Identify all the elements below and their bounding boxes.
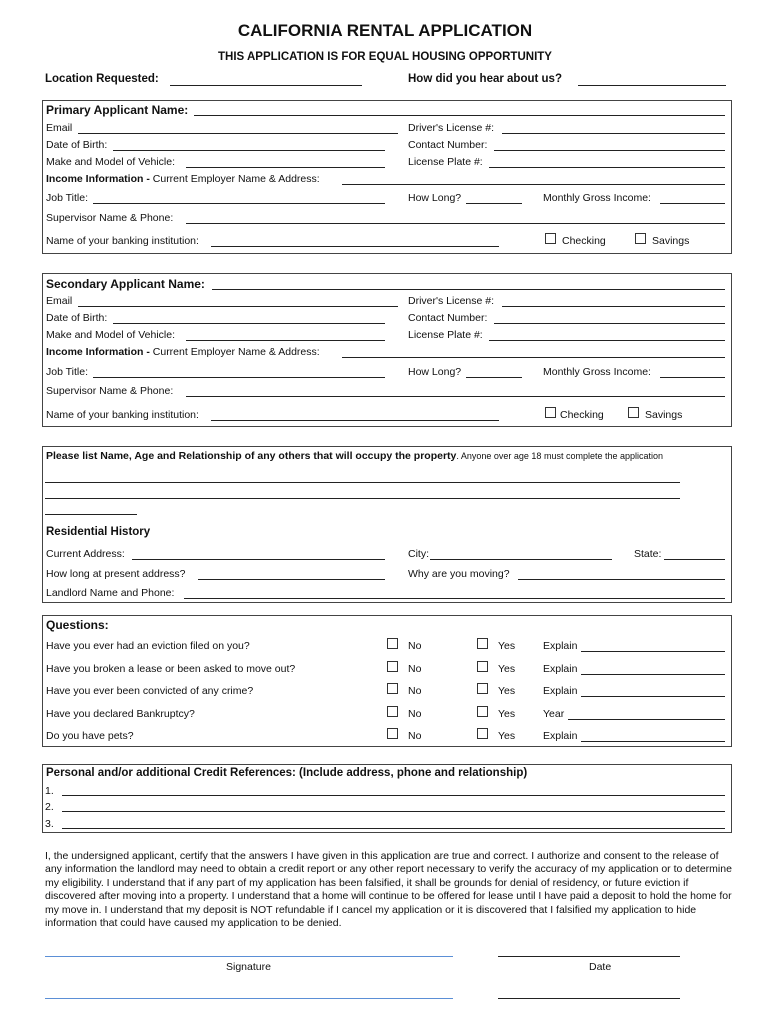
secondary-email-input[interactable] [78,306,398,307]
secondary-license-label: Driver's License #: [408,295,495,307]
crime-explain-label: Explain [543,685,578,697]
secondary-dob-input[interactable] [113,323,385,324]
secondary-supervisor-input[interactable] [186,396,725,397]
primary-bank-input[interactable] [211,246,499,247]
primary-supervisor-input[interactable] [186,223,725,224]
hear-input[interactable] [578,85,726,86]
occupant-line-2[interactable] [45,498,680,499]
pets-explain-label: Explain [543,730,578,742]
bankruptcy-yes-checkbox[interactable] [477,706,488,717]
reference-input-3[interactable] [62,828,725,829]
hear-label: How did you hear about us? [408,73,562,85]
secondary-dob-label: Date of Birth: [46,312,108,324]
occupants-heading [46,450,663,462]
secondary-vehicle-label: Make and Model of Vehicle: [46,329,175,341]
eviction-explain-label: Explain [543,640,578,652]
date-line[interactable] [498,956,680,957]
secondary-monthly-label: Monthly Gross Income: [543,366,651,378]
primary-income-label [46,173,320,185]
yes-label: Yes [498,663,516,675]
primary-contact-label: Contact Number: [408,139,488,151]
city-input[interactable] [430,559,612,560]
primary-license-input[interactable] [502,133,725,134]
secondary-name-input[interactable] [212,289,725,290]
why-moving-label: Why are you moving? [408,568,510,580]
date-line-2[interactable] [498,998,680,999]
primary-employer-input[interactable] [342,184,725,185]
primary-vehicle-label: Make and Model of Vehicle: [46,156,175,168]
yes-label: Yes [498,730,516,742]
primary-plate-label: License Plate #: [408,156,483,168]
income-info-rest: Current Employer Name & Address: [152,173,320,185]
primary-monthly-label: Monthly Gross Income: [543,192,651,204]
bankruptcy-year-label: Year [543,708,565,720]
landlord-label: Landlord Name and Phone: [46,587,175,599]
lease-yes-checkbox[interactable] [477,661,488,672]
reference-input-2[interactable] [62,811,725,812]
no-label: No [408,640,422,652]
no-label: No [408,708,422,720]
secondary-plate-label: License Plate #: [408,329,483,341]
secondary-email-label: Email [46,295,73,307]
present-address-duration-label: How long at present address? [46,568,186,580]
page-title: CALIFORNIA RENTAL APPLICATION [237,21,533,40]
yes-label: Yes [498,708,516,720]
yes-label: Yes [498,640,516,652]
secondary-plate-input[interactable] [489,340,725,341]
crime-no-checkbox[interactable] [387,683,398,694]
secondary-vehicle-input[interactable] [186,340,385,341]
secondary-job-input[interactable] [93,377,385,378]
secondary-savings-label: Savings [645,409,683,421]
signature-label: Signature [226,961,271,973]
secondary-howlong-label: How Long? [408,366,462,378]
question-bankruptcy: Have you declared Bankruptcy? [46,708,195,720]
lease-explain-label: Explain [543,663,578,675]
occupants-note: . Anyone over age 18 must complete the application [456,451,664,461]
reference-number-1: 1. [45,785,54,797]
secondary-bank-label: Name of your banking institution: [46,409,199,421]
primary-license-label: Driver's License #: [408,122,495,134]
occupant-line-1[interactable] [45,482,680,483]
question-eviction: Have you ever had an eviction filed on you? [46,640,250,652]
eviction-no-checkbox[interactable] [387,638,398,649]
lease-explain-input[interactable] [581,674,725,675]
secondary-checking-label: Checking [560,409,604,421]
primary-checking-label: Checking [562,235,606,247]
primary-checking-checkbox[interactable] [545,233,556,244]
pets-explain-input[interactable] [581,741,725,742]
primary-heading: Primary Applicant Name: [46,103,189,117]
secondary-supervisor-label: Supervisor Name & Phone: [46,385,174,397]
secondary-heading: Secondary Applicant Name: [46,277,205,291]
date-label: Date [589,961,612,973]
current-address-label: Current Address: [46,548,125,560]
primary-plate-input[interactable] [489,167,725,168]
residential-heading: Residential History [46,526,151,538]
no-label: No [408,663,422,675]
primary-dob-input[interactable] [113,150,385,151]
bankruptcy-year-input[interactable] [568,719,725,720]
primary-dob-label: Date of Birth: [46,139,108,151]
secondary-savings-checkbox[interactable] [628,407,639,418]
income-info-bold: Income Information - [46,173,150,185]
eviction-yes-checkbox[interactable] [477,638,488,649]
no-label: No [408,730,422,742]
reference-input-1[interactable] [62,795,725,796]
question-pets: Do you have pets? [46,730,134,742]
city-label: City: [408,548,429,560]
secondary-bank-input[interactable] [211,420,499,421]
income-info-rest: Current Employer Name & Address: [152,346,320,358]
no-label: No [408,685,422,697]
bankruptcy-no-checkbox[interactable] [387,706,398,717]
landlord-input[interactable] [184,598,725,599]
reference-number-2: 2. [45,801,54,813]
secondary-checking-checkbox[interactable] [545,407,556,418]
references-heading: Personal and/or additional Credit References: (Include address, phone and relationship) [46,767,528,779]
state-input[interactable] [664,559,725,560]
primary-howlong-label: How Long? [408,192,462,204]
occupant-line-3[interactable] [45,514,137,515]
yes-label: Yes [498,685,516,697]
primary-email-input[interactable] [78,133,398,134]
primary-savings-label: Savings [652,235,690,247]
primary-name-input[interactable] [194,115,725,116]
secondary-contact-input[interactable] [494,323,725,324]
question-crime: Have you ever been convicted of any crime? [46,685,254,697]
questions-heading: Questions: [46,618,109,632]
reference-number-3: 3. [45,818,54,830]
eviction-explain-input[interactable] [581,651,725,652]
secondary-howlong-input[interactable] [466,377,522,378]
secondary-income-label [46,346,320,358]
primary-job-label: Job Title: [46,192,89,204]
crime-explain-input[interactable] [581,696,725,697]
primary-email-label: Email [46,122,73,134]
primary-monthly-input[interactable] [660,203,725,204]
question-broken-lease: Have you broken a lease or been asked to move out? [46,663,296,675]
location-input[interactable] [170,85,362,86]
primary-vehicle-input[interactable] [186,167,385,168]
primary-supervisor-label: Supervisor Name & Phone: [46,212,174,224]
primary-savings-checkbox[interactable] [635,233,646,244]
pets-no-checkbox[interactable] [387,728,398,739]
present-address-duration-input[interactable] [198,579,385,580]
current-address-input[interactable] [132,559,385,560]
location-label: Location Requested: [45,73,159,85]
signature-line-2[interactable] [45,998,453,999]
state-label: State: [634,548,662,560]
primary-bank-label: Name of your banking institution: [46,235,199,247]
occupants-heading-text: Please list Name, Age and Relationship of any others that will occupy the property [46,450,457,462]
crime-yes-checkbox[interactable] [477,683,488,694]
primary-contact-input[interactable] [494,150,725,151]
secondary-license-input[interactable] [502,306,725,307]
lease-no-checkbox[interactable] [387,661,398,672]
secondary-monthly-input[interactable] [660,377,725,378]
income-info-bold: Income Information - [46,346,150,358]
certification-text: I, the undersigned applicant, certify that the answers I have given in this application are true and correct. I authorize and consent to the release of any information the landlord may need to obtain a credit report or any other report necessary to verify the accuracy of my application or to determine my eligibility. I understand that if any part of my application has been falsified, it shall be grounds for denial of residency, or future eviction if discovered after moving into a property. I understand that a home will continue to be offered for lease until I have paid a deposit to hold the home for my move in. I understand that my deposit is NOT refundable if I cancel my application or it is discovered that I falsified my application to hide information that could have caused my application to be denied. [45,850,732,930]
secondary-contact-label: Contact Number: [408,312,488,324]
signature-line[interactable] [45,956,453,957]
primary-job-input[interactable] [93,203,385,204]
why-moving-input[interactable] [518,579,725,580]
primary-howlong-input[interactable] [466,203,522,204]
page-subtitle: THIS APPLICATION IS FOR EQUAL HOUSING OPPORTUNITY [218,51,552,63]
secondary-job-label: Job Title: [46,366,89,378]
pets-yes-checkbox[interactable] [477,728,488,739]
secondary-employer-input[interactable] [342,357,725,358]
